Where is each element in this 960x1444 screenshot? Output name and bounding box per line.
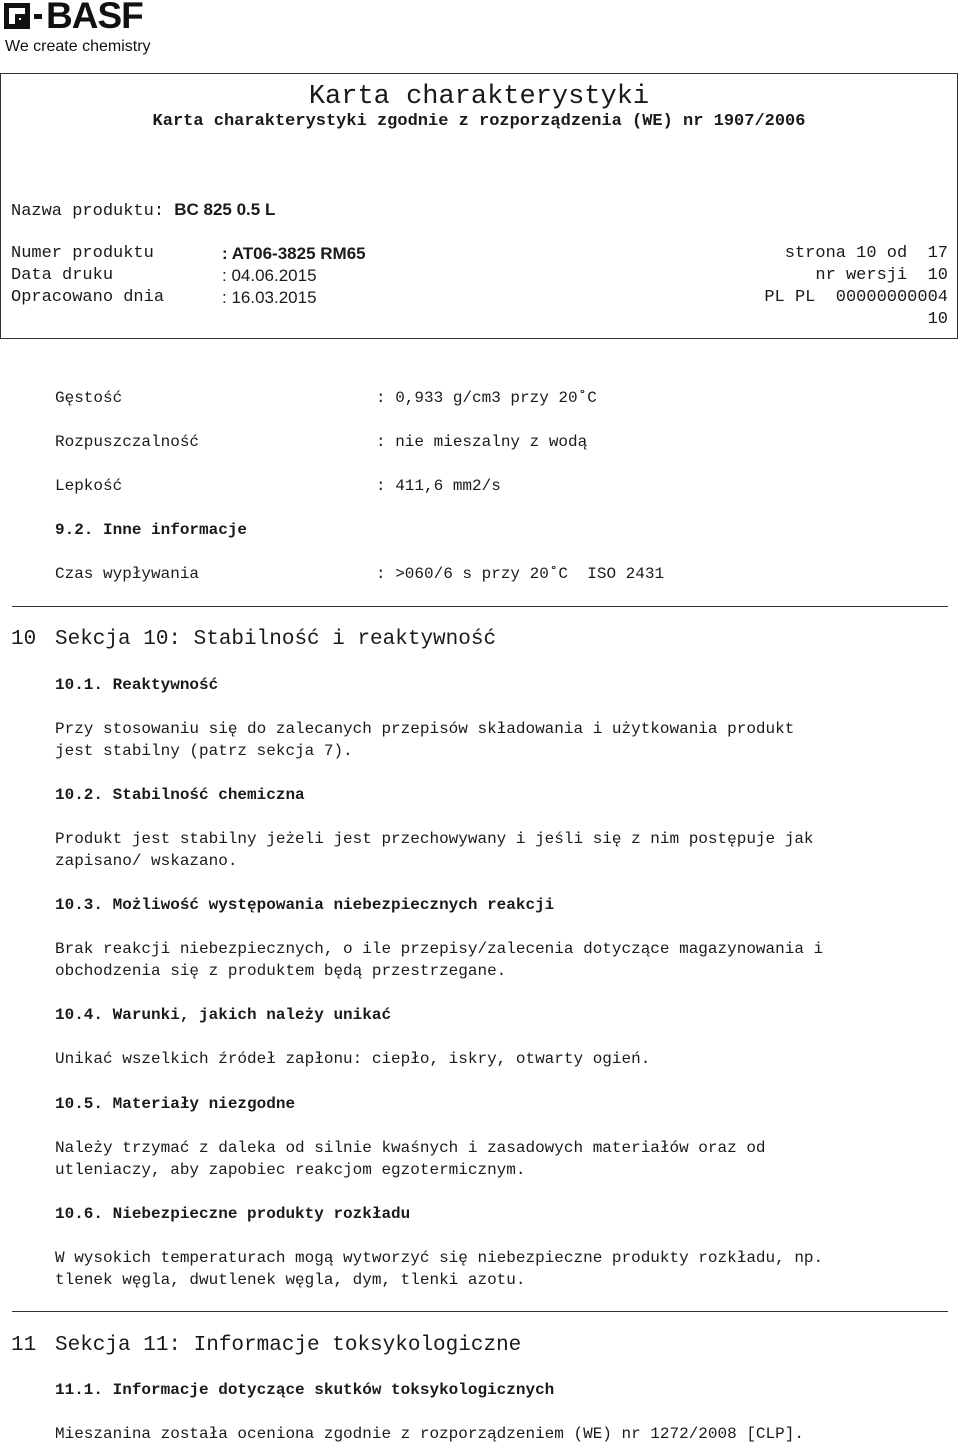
paragraph-line: Brak reakcji niebezpiecznych, o ile przepisy/zalecenia dotyczące magazynowania i: [55, 940, 824, 958]
product-name-row: [11, 200, 275, 221]
paragraph-line: tlenek węgla, dwutlenek węgla, dym, tlenki azotu.: [55, 1271, 526, 1289]
section-divider: [12, 606, 948, 607]
paragraph-line: W wysokich temperaturach mogą wytworzyć się niebezpieczne produkty rozkładu, np.: [55, 1249, 824, 1267]
subsection-heading-10-6: 10.6. Niebezpieczne produkty rozkładu: [55, 1205, 411, 1223]
paragraph-line: utleniaczy, aby zapobiec reakcjom egzotermicznym.: [55, 1161, 526, 1179]
section-title-11: Sekcja 11: Informacje toksykologiczne: [55, 1334, 522, 1357]
property-label: Lepkość: [55, 477, 123, 495]
subsection-heading-10-1: 10.1. Reaktywność: [55, 676, 219, 694]
section-number-10: 10: [11, 628, 37, 651]
paragraph-line: Należy trzymać z daleka od silnie kwaśnych i zasadowych materiałów oraz od: [55, 1139, 766, 1157]
subsection-heading-10-5: 10.5. Materiały niezgodne: [55, 1095, 296, 1113]
page-info: strona 10 od 17: [784, 244, 948, 263]
subsection-heading-10-4: 10.4. Warunki, jakich należy unikać: [55, 1006, 392, 1024]
product-name-value: BC 825 0.5 L: [174, 200, 276, 219]
logo-square-icon: [4, 3, 30, 29]
logo-dash-icon: [34, 14, 42, 19]
document-title: Karta charakterystyki: [308, 82, 650, 112]
section-divider: [12, 1311, 948, 1312]
property-label: Gęstość: [55, 389, 123, 407]
prepared-date-value: : 16.03.2015: [222, 288, 317, 307]
logo-slogan: We create chemistry: [5, 38, 151, 55]
property-value: : nie mieszalny z wodą: [376, 433, 588, 451]
print-date-label: Data druku: [11, 266, 114, 285]
paragraph-line: Produkt jest stabilny jeżeli jest przechowywany i jeśli się z nim postępuje jak: [55, 830, 814, 848]
subsection-heading-9-2: 9.2. Inne informacje: [55, 521, 248, 539]
section-title-10: Sekcja 10: Stabilność i reaktywność: [55, 628, 497, 651]
product-name-label: Nazwa produktu:: [11, 202, 165, 221]
version-info: nr wersji 10: [815, 266, 948, 285]
paragraph-line: Przy stosowaniu się do zalecanych przepisów składowania i użytkowania produkt: [55, 720, 795, 738]
subsection-heading-10-3: 10.3. Możliwość występowania niebezpiecznych reakcji: [55, 896, 555, 914]
paragraph-line: zapisano/ wskazano.: [55, 852, 238, 870]
property-value: : 411,6 mm2/s: [376, 477, 501, 495]
property-label: Rozpuszczalność: [55, 433, 200, 451]
flow-time-value: : >060/6 s przy 20˚C ISO 2431: [376, 565, 665, 583]
flow-time-label: Czas wypływania: [55, 565, 200, 583]
prepared-date-label: Opracowano dnia: [11, 288, 165, 307]
basf-logo: [2, 0, 172, 60]
section-number-11: 11: [11, 1334, 37, 1357]
property-value: : 0,933 g/cm3 przy 20˚C: [376, 389, 597, 407]
paragraph-line: Unikać wszelkich źródeł zapłonu: ciepło, iskry, otwarty ogień.: [55, 1050, 651, 1068]
logo-wordmark: BASF: [46, 0, 143, 36]
subsection-heading-10-2: 10.2. Stabilność chemiczna: [55, 786, 305, 804]
locale-code: PL PL 00000000004: [764, 288, 948, 307]
document-subtitle: Karta charakterystyki zgodnie z rozporządzenia (WE) nr 1907/2006: [152, 112, 806, 131]
paragraph-line: Mieszanina została oceniona zgodnie z rozporządzeniem (WE) nr 1272/2008 [CLP].: [55, 1425, 804, 1443]
print-date-value: : 04.06.2015: [222, 266, 317, 285]
paragraph-line: obchodzenia się z produktem będą przestrzegane.: [55, 962, 507, 980]
locale-number: 10: [927, 310, 948, 329]
product-number-value: : AT06-3825 RM65: [222, 244, 366, 263]
paragraph-line: jest stabilny (patrz sekcja 7).: [55, 742, 353, 760]
product-number-label: Numer produktu: [11, 244, 154, 263]
subsection-heading-11-1: 11.1. Informacje dotyczące skutków toksykologicznych: [55, 1381, 555, 1399]
